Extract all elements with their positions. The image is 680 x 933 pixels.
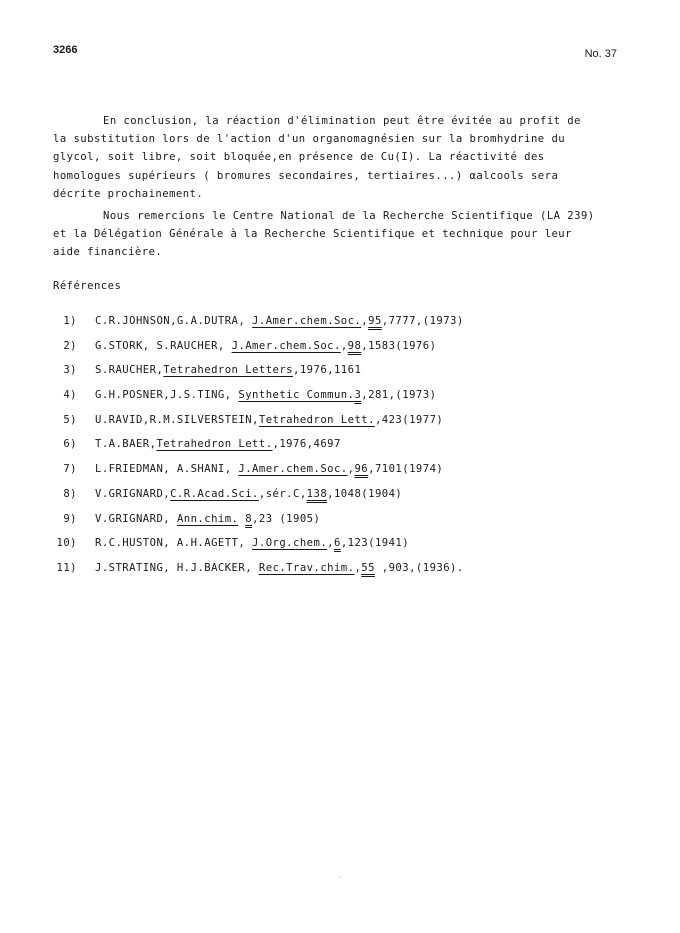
reference-details: ,1976,1161	[293, 364, 362, 377]
reference-number: 4)	[63, 389, 77, 402]
text-line: Nous remercions le Centre National de la Recherche Scientifique (LA 239)	[103, 210, 595, 222]
conclusion-paragraph	[53, 112, 613, 203]
reference-details: ,903,(1936).	[374, 561, 464, 574]
reference-item	[0, 438, 680, 463]
reference-text	[95, 463, 443, 475]
references-heading: Références	[53, 280, 122, 292]
reference-details: ,423(1977)	[374, 413, 444, 426]
reference-authors: V.GRIGNARD,	[95, 487, 171, 500]
reference-volume: 96	[354, 463, 369, 476]
reference-authors: G.STORK, S.RAUCHER,	[95, 339, 232, 352]
text-line: homologues supérieurs ( bromures secondaires, tertiaires...) αalcools sera	[53, 169, 559, 182]
text-line: la substitution lors de l'action d'un organomagnésien sur la bromhydrine du	[53, 133, 566, 146]
reference-details: ,123(1941)	[340, 537, 410, 550]
reference-item	[0, 537, 680, 562]
reference-journal: Ann.chim.	[176, 512, 239, 525]
reference-details: ,7101(1974)	[368, 463, 444, 476]
page-number: 3266	[53, 44, 78, 56]
reference-details: ,1976,4697	[272, 438, 341, 451]
reference-authors: L.FRIEDMAN, A.SHANI,	[95, 463, 239, 476]
text-line: glycol, soit libre, soit bloquée,en présence de Cu(I). La réactivité des	[53, 151, 545, 164]
reference-volume: 55	[361, 561, 375, 574]
reference-text	[95, 389, 436, 401]
reference-volume: 95	[368, 315, 382, 327]
text-line: aide financière.	[53, 246, 163, 259]
reference-separator: ,	[354, 561, 362, 574]
reference-volume: 138	[306, 487, 328, 500]
issue-number: No. 37	[584, 48, 617, 60]
reference-details: ,1583(1976)	[361, 339, 437, 352]
reference-text	[95, 537, 409, 549]
reference-number: 1)	[63, 315, 77, 327]
reference-journal: J.Amer.chem.Soc.	[252, 315, 362, 327]
reference-number: 11)	[56, 561, 77, 574]
reference-item	[0, 513, 680, 538]
reference-item	[0, 364, 680, 389]
reference-number: 5)	[63, 413, 77, 426]
reference-details: ,7777,(1973)	[381, 315, 464, 327]
reference-journal: Tetrahedron Lett.	[258, 413, 375, 426]
reference-journal: J.Amer.chem.Soc.	[238, 463, 348, 476]
reference-volume: 6	[333, 537, 341, 550]
reference-authors: U.RAVID,R.M.SILVERSTEIN,	[95, 413, 259, 426]
reference-journal: C.R.Acad.Sci.	[170, 487, 259, 500]
reference-authors: V.GRIGNARD,	[95, 512, 177, 525]
reference-text	[95, 364, 361, 376]
reference-item	[0, 414, 680, 439]
acknowledgement-paragraph	[53, 207, 613, 262]
reference-text	[95, 513, 320, 525]
reference-authors: T.A.BAER,	[95, 438, 157, 451]
reference-number: 10)	[56, 537, 77, 550]
text-line: En conclusion, la réaction d'élimination peut être évitée au profit de	[103, 115, 581, 127]
reference-text	[95, 340, 436, 352]
reference-item	[0, 315, 680, 340]
reference-number: 7)	[63, 463, 77, 476]
references-list	[0, 315, 680, 587]
reference-item	[0, 463, 680, 488]
reference-volume: 98	[347, 339, 362, 352]
reference-details: ,281,(1973)	[361, 389, 437, 402]
reference-item	[0, 562, 680, 587]
reference-item	[0, 488, 680, 513]
reference-number: 2)	[63, 339, 77, 352]
reference-volume: 8	[245, 512, 253, 525]
reference-journal: Tetrahedron Lett.	[156, 438, 273, 451]
reference-item	[0, 389, 680, 414]
reference-authors: J.STRATING, H.J.BACKER,	[95, 561, 259, 574]
reference-authors: R.C.HUSTON, A.H.AGETT,	[95, 537, 253, 550]
reference-authors: C.R.JOHNSON,G.A.DUTRA,	[95, 315, 253, 327]
reference-number: 9)	[63, 512, 77, 525]
text-line: et la Délégation Générale à la Recherche Scientifique et technique pour leur	[53, 228, 572, 241]
reference-text	[95, 562, 464, 574]
reference-journal: Tetrahedron Letters	[163, 364, 294, 377]
reference-journal: J.Org.chem.	[252, 537, 328, 550]
reference-text	[95, 438, 341, 450]
reference-volume: 3	[354, 389, 362, 402]
reference-number: 8)	[63, 487, 77, 500]
reference-number: 3)	[63, 364, 77, 377]
reference-separator: ,	[347, 463, 355, 476]
reference-journal: Rec.Trav.chim.	[258, 561, 355, 574]
reference-authors: S.RAUCHER,	[95, 364, 164, 377]
reference-item	[0, 340, 680, 365]
reference-journal: J.Amer.chem.Soc.	[231, 339, 341, 352]
reference-separator: ,	[327, 537, 334, 550]
reference-details: ,23 (1905)	[252, 512, 321, 525]
reference-text	[95, 315, 464, 327]
reference-separator: ,	[361, 315, 369, 327]
scan-speck	[339, 876, 341, 877]
reference-journal: Synthetic Commun.	[238, 389, 355, 402]
reference-separator: ,	[340, 339, 348, 352]
reference-separator: ,sér.C,	[258, 487, 307, 500]
reference-number: 6)	[63, 438, 77, 451]
reference-text	[95, 488, 402, 500]
reference-details: ,1048(1904)	[327, 487, 403, 500]
reference-text	[95, 414, 443, 426]
reference-authors: G.H.POSNER,J.S.TING,	[95, 389, 239, 402]
text-line: décrite prochainement.	[53, 187, 204, 200]
